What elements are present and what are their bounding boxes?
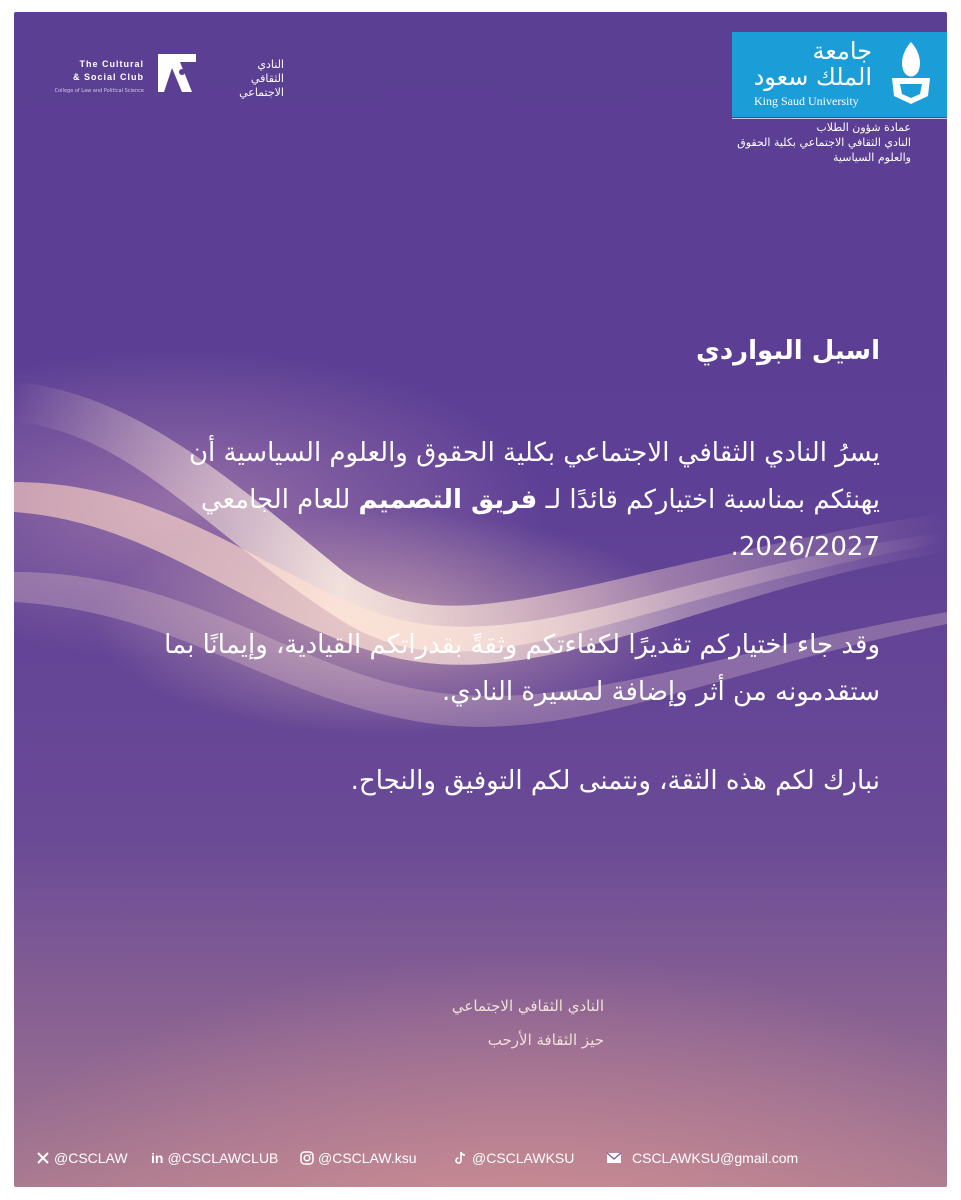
- club-logo: [44, 44, 284, 106]
- club-arabic-line2: الثقافي الاجتماعي: [239, 72, 284, 99]
- club-english-subtitle: College of Law and Political Science: [54, 88, 144, 94]
- congratulation-card: [14, 12, 947, 1187]
- instagram-icon: [300, 1151, 314, 1165]
- ksu-emblem-icon: [882, 38, 940, 108]
- ksu-arabic-name: [754, 38, 872, 90]
- recipient-name: اسيل البواردي: [696, 336, 880, 366]
- linkedin-handle-link[interactable]: [151, 1150, 278, 1166]
- club-arabic-name: [212, 58, 284, 100]
- signature-tagline: حيز الثقافة الأرحب: [487, 1031, 604, 1049]
- x-handle: @CSCLAW: [54, 1150, 128, 1166]
- instagram-handle-link[interactable]: [300, 1150, 417, 1166]
- ksu-deanship: عمادة شؤون الطلاب: [816, 121, 911, 134]
- club-arabic-line1: النادي: [257, 58, 284, 71]
- tiktok-handle-link[interactable]: [454, 1150, 574, 1166]
- email-address: CSCLAWKSU@gmail.com: [632, 1150, 799, 1166]
- ksu-logo: [732, 32, 947, 117]
- quill-pen-icon: [152, 48, 202, 98]
- team-name: فريق التصميم: [358, 485, 538, 515]
- ksu-english-name: King Saud University: [754, 94, 859, 108]
- linkedin-handle: @CSCLAWCLUB: [167, 1150, 279, 1166]
- ksu-divider: [732, 118, 947, 119]
- paragraph-wishes: نبارك لكم هذه الثقة، ونتمنى لكم التوفيق والنجاح.: [350, 766, 880, 796]
- club-english-name: [44, 58, 144, 84]
- tiktok-handle: @CSCLAWKSU: [472, 1150, 575, 1166]
- club-english-line2: & Social Club: [72, 72, 144, 82]
- linkedin-icon: in: [151, 1150, 164, 1166]
- ksu-arabic-line1: جامعة: [812, 37, 872, 65]
- ksu-department: [737, 120, 911, 165]
- social-footer: [36, 1150, 936, 1176]
- mail-icon: [606, 1151, 622, 1165]
- paragraph-appreciation: وقد جاء اختياركم تقديرًا لكفاءتكم وثقةً بقدراتكم القيادية، وإيمانًا بما ستقدمونه من أثر وإضافة لمسيرة النادي.: [164, 630, 880, 707]
- paragraph-announcement: [164, 430, 880, 571]
- ksu-arabic-line2: الملك سعود: [753, 63, 872, 91]
- x-handle-link[interactable]: [36, 1150, 128, 1166]
- tiktok-icon: [454, 1151, 468, 1165]
- club-english-line1: The Cultural: [79, 59, 144, 69]
- email-link[interactable]: [606, 1150, 798, 1166]
- instagram-handle: @CSCLAW.ksu: [318, 1150, 417, 1166]
- paragraph-announcement-part2: للعام الجامعي 2026/2027.: [200, 485, 880, 562]
- signature-club-name: النادي الثقافي الاجتماعي: [451, 997, 604, 1015]
- ksu-club-line1: النادي الثقافي الاجتماعي بكلية الحقوق: [737, 136, 911, 149]
- ksu-club-line2: والعلوم السياسية: [833, 151, 911, 164]
- x-icon: [36, 1151, 50, 1165]
- paragraph-announcement-part1: يسرُ النادي الثقافي الاجتماعي بكلية الحقوق والعلوم السياسية أن يهنئكم بمناسبة اختياركم قائدًا لـ: [188, 438, 880, 515]
